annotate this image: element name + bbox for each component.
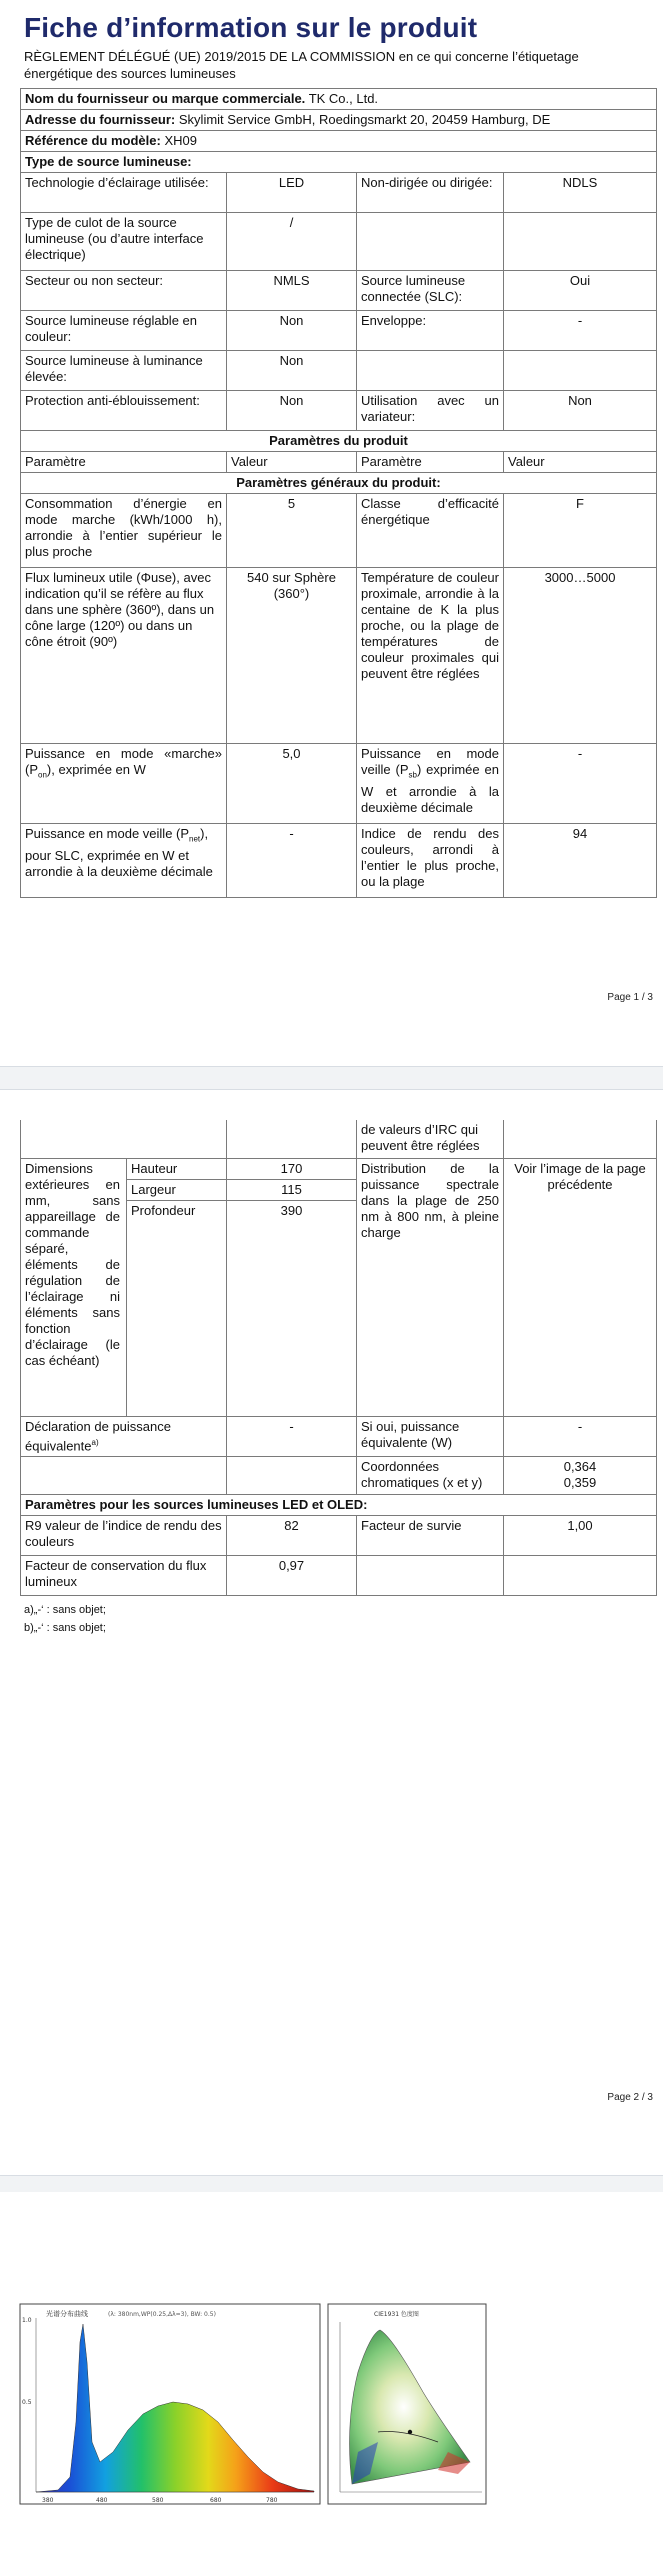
x-tick-1: 380	[42, 2497, 54, 2504]
info-table-top	[20, 88, 657, 898]
colour-value: Non	[227, 311, 357, 351]
x-tick-3: 580	[152, 2497, 164, 2504]
mains-value: NMLS	[227, 271, 357, 311]
col-header-param: Paramètre	[21, 452, 227, 473]
depth-label: Profondeur	[127, 1200, 227, 1416]
footnote-a: a)„-‘ : sans objet;	[24, 1603, 106, 1616]
height-label: Hauteur	[127, 1158, 227, 1179]
consumption-row	[21, 494, 657, 568]
address-label: Adresse du fournisseur:	[25, 112, 176, 127]
cri-value: 94	[504, 824, 657, 898]
flux-value: 540 sur Sphère (360°)	[227, 568, 357, 744]
slc-label: Source lumineuse connectée (SLC):	[357, 271, 504, 311]
product-params-row	[21, 431, 657, 452]
page-gap-1	[0, 1066, 663, 1090]
spectrum-figure	[18, 2302, 488, 2507]
cie-point	[408, 2430, 412, 2434]
col-header-value: Valeur	[227, 452, 357, 473]
depth-value: 390	[227, 1200, 357, 1416]
cri-label: Indice de rendu des couleurs, arrondi à l’entier le plus proche, ou la plage	[357, 824, 504, 898]
cap-row	[21, 213, 657, 271]
spectrum-svg	[18, 2302, 488, 2507]
page-number-1: Page 1 / 3	[607, 992, 653, 1003]
width-label: Largeur	[127, 1179, 227, 1200]
tech-label: Technologie d’éclairage utilisée:	[21, 173, 227, 213]
consumption-label: Consommation d’énergie en mode marche (kWh/1000 h), arrondie à l’entier supérieur le plus proche	[21, 494, 227, 568]
page-2	[0, 1090, 663, 2175]
spectrum-title: 光谱分布曲线	[46, 2310, 88, 2318]
height-row	[21, 1158, 657, 1179]
cap-label: Type de culot de la source lumineuse (ou d’autre interface électrique)	[21, 213, 227, 271]
footnote-b: b)„-‘ : sans objet;	[24, 1621, 106, 1634]
cct-label: Température de couleur proximale, arrondie à la centaine de K la plus proche, ou la plage de températures de couleur proximales qui peuvent être réglées	[357, 568, 504, 744]
maintenance-row	[21, 1555, 657, 1595]
regulation-text: RÈGLEMENT DÉLÉGUÉ (UE) 2019/2015 DE LA COMMISSION en ce qui concerne l’étiquetage énergétique des sources lumineuses	[24, 49, 579, 81]
y-tick-1: 1.0	[22, 2317, 32, 2324]
survival-label: Facteur de survie	[357, 1515, 504, 1555]
flux-row	[21, 568, 657, 744]
power-on-value: 5,0	[227, 744, 357, 824]
source-type-row	[21, 152, 657, 173]
supplier-value: TK Co., Ltd.	[308, 91, 379, 106]
survival-value: 1,00	[504, 1515, 657, 1555]
power-on-row	[21, 744, 657, 824]
net-standby-label: Puissance en mode veille $(P_{net})$, pour SLC, exprimée en W et arrondie à la deuxième décimale	[21, 824, 227, 898]
tech-row	[21, 173, 657, 213]
cct-value: 3000…5000	[504, 568, 657, 744]
envelope-value: -	[504, 311, 657, 351]
page-number-2: Page 2 / 3	[607, 2092, 653, 2103]
class-value: F	[504, 494, 657, 568]
power-on-label: Puissance en mode «marche» $(P_{on})$, exprimée en W	[21, 744, 227, 824]
led-params-row	[21, 1494, 657, 1515]
tech-value: LED	[227, 173, 357, 213]
net-standby-value: -	[227, 824, 357, 898]
col-header-row	[21, 452, 657, 473]
model-row	[21, 131, 657, 152]
address-row	[21, 110, 657, 131]
cri-label-cont: de valeurs d’IRC qui peuvent être réglées	[357, 1120, 504, 1158]
col-header-param2: Paramètre	[357, 452, 504, 473]
glare-row	[21, 391, 657, 431]
chroma-y: 0,359	[563, 1474, 597, 1490]
led-params-header: Paramètres pour les sources lumineuses LED et OLED:	[21, 1494, 657, 1515]
page-title: Fiche d’information sur le produit	[24, 12, 478, 43]
cap-value: /	[227, 213, 357, 271]
page-gap-2	[0, 2175, 663, 2193]
mains-label: Secteur ou non secteur:	[21, 271, 227, 311]
spd-value: Voir l’image de la page précédente	[504, 1158, 657, 1416]
product-params-header: Paramètres du produit	[21, 431, 657, 452]
dimmer-label: Utilisation avec un variateur:	[357, 391, 504, 431]
cie-title: CIE1931 色度图	[374, 2311, 419, 2318]
equiv-label: Déclaration de puissance équivalente$^{a)}$	[21, 1416, 227, 1456]
x-tick-4: 680	[210, 2497, 222, 2504]
chroma-x: 0,364	[563, 1458, 597, 1474]
maintenance-value: 0,97	[227, 1555, 357, 1595]
col-header-value2: Valeur	[504, 452, 657, 473]
flux-label: Flux lumineux utile (Φuse), avec indication qu’il se réfère au flux dans une sphère (360º), dans un cône large (120º) ou dans un cône étroit (90º)	[21, 568, 227, 744]
address-value: Skylimit Service GmbH, Roedingsmarkt 20, 20459 Hamburg, DE	[178, 112, 551, 127]
general-params-row	[21, 473, 657, 494]
equiv-w-label: Si oui, puissance équivalente (W)	[357, 1416, 504, 1456]
model-label: Référence du modèle:	[25, 133, 161, 148]
maintenance-label: Facteur de conservation du flux lumineux	[21, 1555, 227, 1595]
cri-cont-row	[21, 1120, 657, 1158]
model-value: XH09	[164, 133, 197, 148]
class-label: Classe d’efficacité énergétique	[357, 494, 504, 568]
chroma-label: Coordonnées chromatiques (x et y)	[357, 1456, 504, 1494]
general-params-header: Paramètres généraux du produit:	[21, 473, 657, 494]
r9-row	[21, 1515, 657, 1555]
equiv-row	[21, 1416, 657, 1456]
r9-label: R9 valeur de l’indice de rendu des couleurs	[21, 1515, 227, 1555]
nondir-label: Non-dirigée ou dirigée:	[357, 173, 504, 213]
standby-label: Puissance en mode veille $(P_{sb})$ exprimée en W et arrondie à la deuxième décimale	[357, 744, 504, 824]
mains-row	[21, 271, 657, 311]
colour-label: Source lumineuse réglable en couleur:	[21, 311, 227, 351]
height-value: 170	[227, 1158, 357, 1179]
page-1	[0, 0, 663, 1060]
high-lum-row	[21, 351, 657, 391]
supplier-row	[21, 89, 657, 110]
x-tick-2: 480	[96, 2497, 108, 2504]
slc-value: Oui	[504, 271, 657, 311]
net-standby-row	[21, 824, 657, 898]
y-tick-2: 0.5	[22, 2399, 32, 2406]
nondir-value: NDLS	[504, 173, 657, 213]
spectrum-subtitle: (λ: 380nm,WP(0.25,Δλ=3), BW: 0.5)	[108, 2311, 216, 2318]
chroma-row	[21, 1456, 657, 1494]
consumption-value: 5	[227, 494, 357, 568]
x-tick-5: 780	[266, 2497, 278, 2504]
dimmer-value: Non	[504, 391, 657, 431]
high-lum-label: Source lumineuse à luminance élevée:	[21, 351, 227, 391]
source-type-header: Type de source lumineuse:	[21, 152, 657, 173]
standby-value: -	[504, 744, 657, 824]
dims-label: Dimensions extérieures en mm, sans appareillage de commande séparé, éléments de régulation de l’éclairage ni éléments sans fonction d’éclairage (le cas échéant)	[21, 1158, 127, 1416]
glare-label: Protection anti-éblouissement:	[21, 391, 227, 431]
width-value: 115	[227, 1179, 357, 1200]
r9-value: 82	[227, 1515, 357, 1555]
glare-value: Non	[227, 391, 357, 431]
colour-row	[21, 311, 657, 351]
spd-label: Distribution de la puissance spectrale dans la plage de 250 nm à 800 nm, à pleine charge	[357, 1158, 504, 1416]
equiv-w-value: -	[504, 1416, 657, 1456]
envelope-label: Enveloppe:	[357, 311, 504, 351]
info-table-bottom	[20, 1120, 657, 1596]
equiv-value: -	[227, 1416, 357, 1456]
supplier-label: Nom du fournisseur ou marque commerciale.	[25, 91, 306, 106]
high-lum-value: Non	[227, 351, 357, 391]
chroma-value	[504, 1456, 657, 1494]
